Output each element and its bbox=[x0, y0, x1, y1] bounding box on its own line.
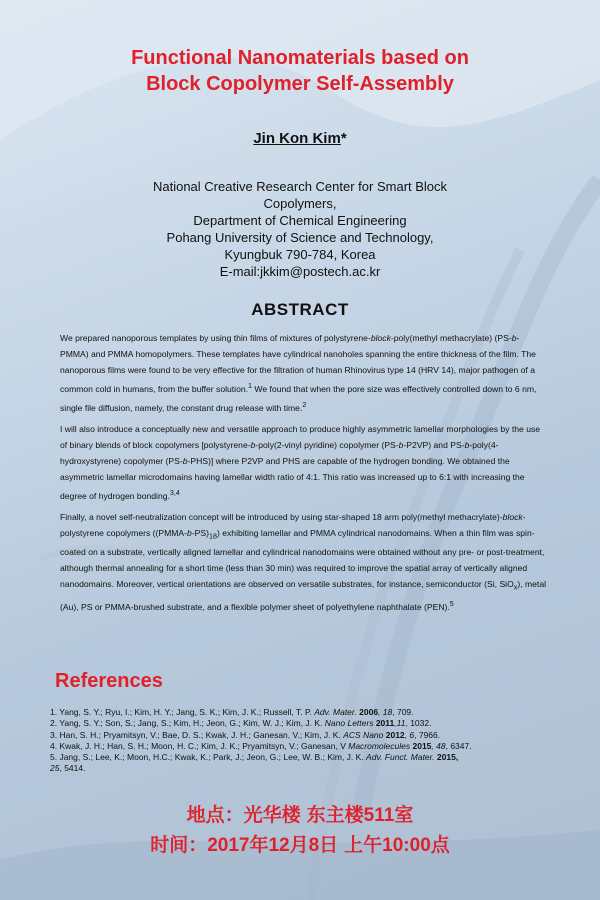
event-time: 时间：2017年12月8日 上午10:00点 bbox=[150, 835, 450, 856]
event-info bbox=[0, 801, 600, 861]
affiliation-line: Department of Chemical Engineering bbox=[193, 213, 407, 228]
affiliation-line: Copolymers, bbox=[263, 196, 337, 211]
author-line bbox=[0, 130, 600, 147]
reference-item: 5. Jang, S.; Lee, K.; Moon, H.C.; Kwak, K.; Park, J.; Jeon, G.; Lee, W. B.; Kim, J. K. Adv. Funct. Mater. 2015, 25, 5414. bbox=[50, 752, 459, 774]
author-mark: * bbox=[340, 130, 347, 147]
title-line-1: Functional Nanomaterials based on bbox=[131, 47, 469, 69]
abstract-paragraph-1: We prepared nanoporous templates by using thin films of mixtures of polystyrene-block-poly(methyl methacrylate) (PS-b-PMMA) and PMMA homopolymers. These templates have cylindrical nanoholes spanning the entire thickness of the film. The nanoporous films were found to be very effective for the filtration of human Rhinovirus type 14 (HRV 14), major pathogen of a common cold in humans, from the buffer solution.$^1$ We found that when the pore size was effectively controlled down to 6 nm, single file diffusion, namely, the constant drug release with time.$^2$ bbox=[60, 333, 537, 413]
title-line-2: Block Copolymer Self-Assembly bbox=[146, 73, 454, 95]
abstract-heading: ABSTRACT bbox=[251, 300, 349, 319]
affiliation-line: Pohang University of Science and Technology, bbox=[166, 230, 434, 245]
reference-item: 3. Han, S. H.; Pryamitsyn, V.; Bae, D. S.; Kwak, J. H.; Ganesan, V.; Kim, J. K. ACS Nano 2012, 6, 7966. bbox=[50, 729, 441, 740]
abstract-body bbox=[60, 330, 546, 620]
affiliation-block bbox=[100, 178, 500, 280]
reference-item: 1. Yang, S. Y.; Ryu, I.; Kim, H. Y.; Jang, S. K.; Kim, J. K.; Russell, T. P. Adv. Mater. 2006, 18, 709. bbox=[50, 707, 414, 717]
email-line: E-mail:jkkim@postech.ac.kr bbox=[219, 264, 381, 279]
reference-item: 2. Yang, S. Y.; Son, S.; Jang, S.; Kim, H.; Jeon, G.; Kim, W. J.; Kim, J. K. Nano Letters 2011,11, 1032. bbox=[50, 718, 432, 729]
references-heading: References bbox=[55, 670, 163, 692]
poster-title bbox=[0, 45, 600, 97]
references-list bbox=[50, 707, 550, 775]
affiliation-line: National Creative Research Center for Smart Block bbox=[152, 179, 448, 194]
author-name: Jin Kon Kim bbox=[253, 130, 341, 147]
abstract-paragraph-3: Finally, a novel self-neutralization concept will be introduced by using star-shaped 18 arm poly(methyl methacrylate)-block-polystyrene copolymers $((PMMA-b-PS)_{18})$ exhibiting lamellar and PMMA cylindrical nanodomains. When a thin film was spin-coated on a substrate, vertically aligned lamellar and cylindrical nanodomains were obtained without any pre- or post-treatment, although thermal annealing for a short time (less than 30 min) was required to improve the spatial array of vertically aligned nanodomains. Moreover, vertical orientations are observed on versatile substrates, for instance, semiconductor (Si, SiO$_x$), metal (Au), PS or PMMA-brushed substrate, and a flexible polymer sheet of polyethylene naphthalate (PEN).$^5$ bbox=[60, 511, 547, 612]
reference-item: 4. Kwak, J. H.; Han, S. H.; Moon, H. C.; Kim, J. K.; Pryamitsyn, V.; Ganesan, V Macromolecules 2015, 48, 6347. bbox=[50, 740, 472, 751]
abstract-paragraph-2: I will also introduce a conceptually new and versatile approach to produce highly asymmetric lamellar morphologies by the use of binary blends of block copolymers [polystyrene-b-poly(2-vinyl pyridine) copolymer (PS-b-P2VP) and PS-b-poly(4-hydroxystyrene) copolymer (PS-b-PHS)] where P2VP and PHS are capable of the hydrogen bonding. We obtained the asymmetric lamellar microdomains having lamellar width ratio of 4:1. This ratio was increased up to 6:1 with increasing the degree of hydrogen bonding.$^{3,4}$ bbox=[60, 423, 541, 501]
event-location: 地点：光华楼 东主楼511室 bbox=[186, 805, 414, 826]
affiliation-line: Kyungbuk 790-784, Korea bbox=[224, 247, 376, 262]
